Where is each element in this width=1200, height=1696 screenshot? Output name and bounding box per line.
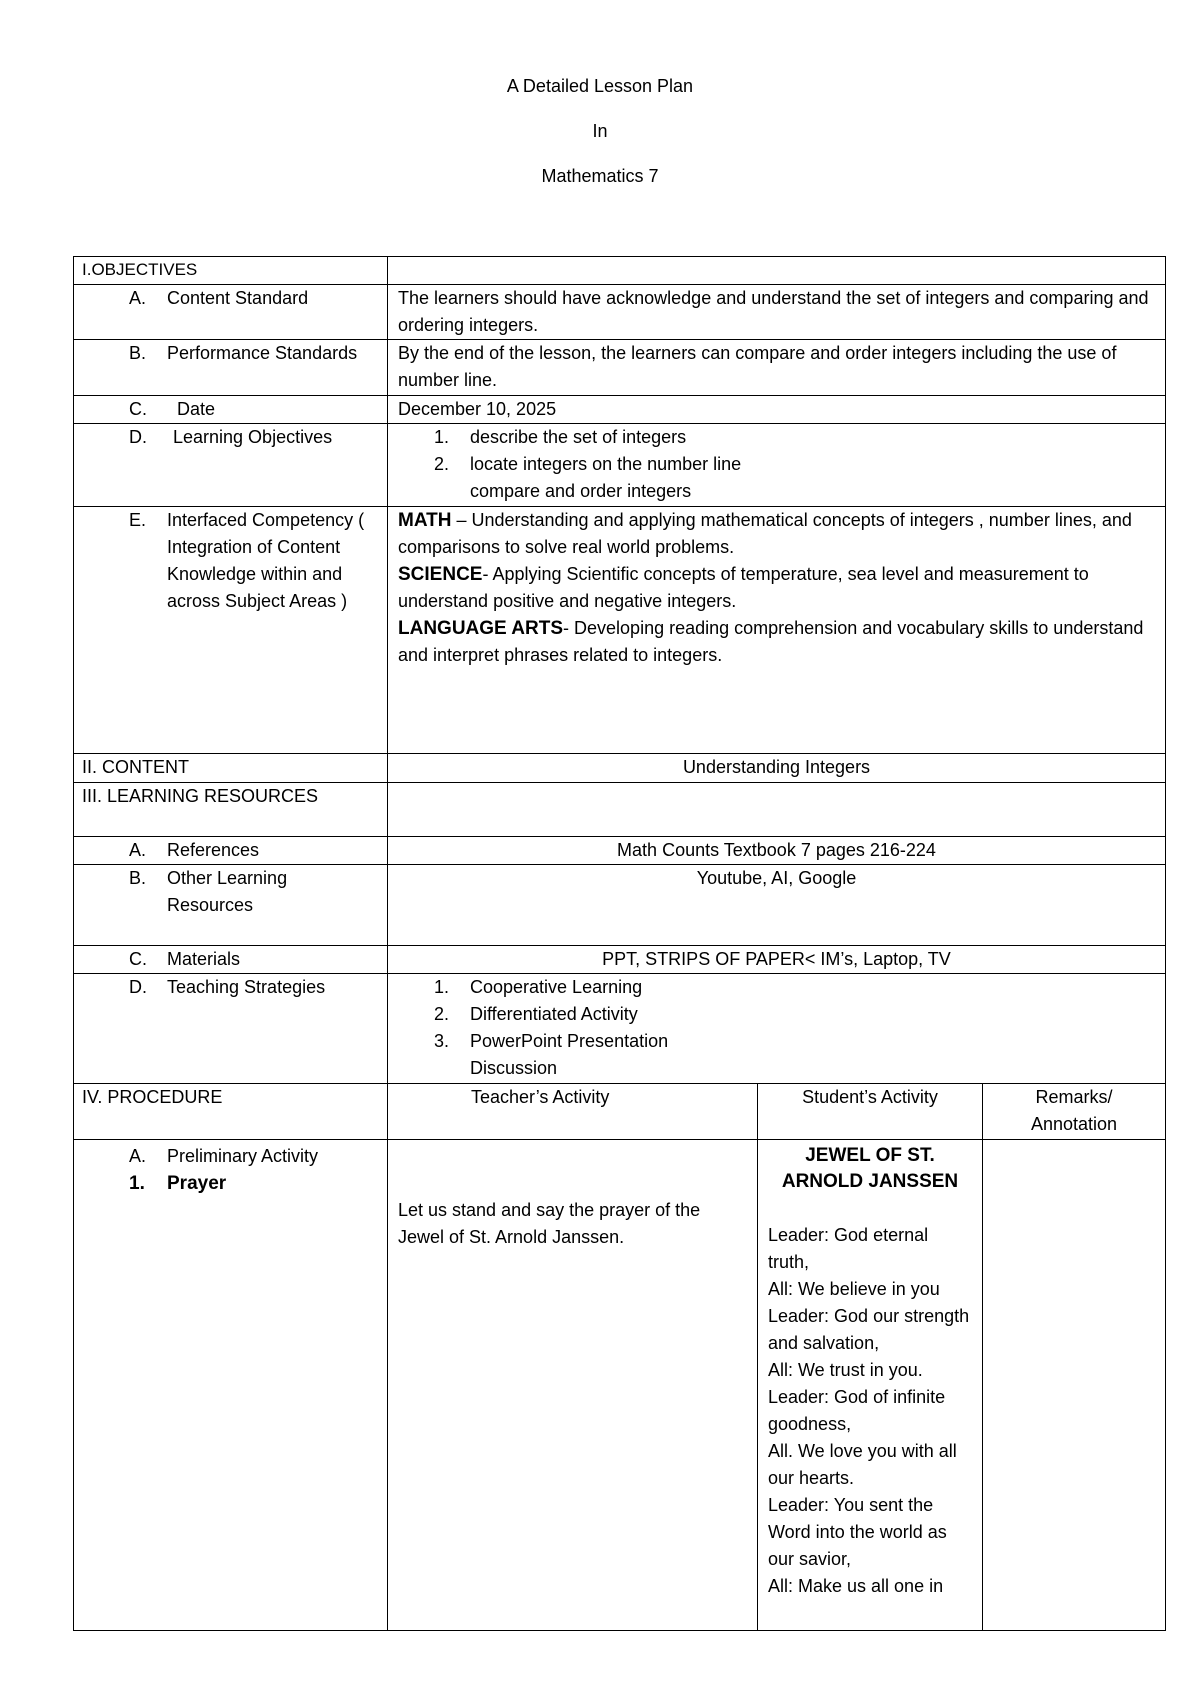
objectives-row [74, 257, 1166, 285]
date-label: Date [177, 399, 216, 419]
prayer-line: Leader: God our strength and salvation, [768, 1306, 970, 1353]
interfaced-competency-text [388, 507, 1166, 754]
content-standard-label: Content Standard [167, 288, 309, 308]
performance-standards-label: Performance Standards [167, 343, 358, 363]
teaching-strategies-list [388, 974, 1166, 1084]
row-number: 1. [129, 1173, 145, 1194]
list-item-continuation: Discussion [470, 1058, 558, 1078]
references-text: Math Counts Textbook 7 pages 216-224 [388, 837, 1166, 865]
performance-standards-row [74, 340, 1166, 396]
row-letter: B. [129, 868, 147, 888]
row-letter: E. [129, 510, 147, 530]
math-tag: MATH [398, 510, 452, 531]
student-activity-header: Student’s Activity [758, 1084, 983, 1140]
title-line-2: In [592, 121, 608, 141]
language-arts-tag: LANGUAGE ARTS [398, 618, 564, 639]
content-standard-text: The learners should have acknowledge and understand the set of integers and comparing and ordering integers. [388, 285, 1166, 340]
other-resources-row [74, 865, 1166, 946]
list-item: 1. Cooperative Learning [434, 977, 643, 997]
materials-label: Materials [167, 949, 241, 969]
preliminary-activity-row [74, 1140, 1166, 1631]
teaching-strategies-label: Teaching Strategies [167, 977, 326, 997]
date-row [74, 396, 1166, 424]
learning-resources-row [74, 783, 1166, 837]
list-item: 3. PowerPoint Presentation [434, 1031, 669, 1051]
procedure-heading: IV. PROCEDURE [74, 1084, 388, 1140]
performance-standards-text: By the end of the lesson, the learners can compare and order integers including the use of number line. [388, 340, 1166, 396]
procedure-header-row [74, 1084, 1166, 1140]
prayer-line: Leader: God of infinite goodness, [768, 1387, 946, 1434]
prayer-line: All: We trust in you. [768, 1360, 923, 1380]
interfaced-competency-row [74, 507, 1166, 754]
row-letter: A. [129, 840, 147, 860]
list-item: 2. Differentiated Activity [434, 1004, 638, 1024]
prayer-line: All: Make us all one in [768, 1576, 944, 1596]
row-letter: C. [129, 949, 147, 969]
student-activity-cell [758, 1140, 983, 1631]
date-text: December 10, 2025 [388, 396, 1166, 424]
remarks-cell [983, 1140, 1166, 1631]
teacher-activity-header: Teacher’s Activity [388, 1084, 758, 1140]
row-letter: B. [129, 343, 147, 363]
other-resources-label: Other Learning Resources [167, 868, 288, 915]
content-standard-row [74, 285, 1166, 340]
math-integration: MATH – Understanding and applying mathematical concepts of integers , number lines, and comparisons to solve real world problems. [398, 510, 1132, 557]
learning-objectives-list [388, 424, 1166, 507]
prayer-label: Prayer [167, 1173, 227, 1194]
list-item: 1. describe the set of integers [434, 427, 687, 447]
row-letter: A. [129, 1146, 147, 1166]
prayer-line: Leader: You sent the Word into the world as our savior, [768, 1495, 947, 1569]
prayer-line: All: We believe in you [768, 1279, 940, 1299]
teacher-activity-text: Let us stand and say the prayer of the Jewel of St. Arnold Janssen. [388, 1140, 758, 1631]
objectives-heading: I.OBJECTIVES [74, 257, 388, 285]
title-line-3: Mathematics 7 [541, 166, 659, 186]
learning-objectives-label: Learning Objectives [173, 427, 333, 447]
other-resources-text: Youtube, AI, Google [388, 865, 1166, 946]
row-letter: D. [129, 977, 147, 997]
references-row [74, 837, 1166, 865]
remarks-header: Remarks/ Annotation [983, 1084, 1166, 1140]
row-letter: D. [129, 427, 147, 447]
materials-row [74, 946, 1166, 974]
title-line-1: A Detailed Lesson Plan [506, 76, 694, 96]
row-letter: A. [129, 288, 147, 308]
materials-text: PPT, STRIPS OF PAPER< IM’s, Laptop, TV [388, 946, 1166, 974]
language-arts-integration: LANGUAGE ARTS- Developing reading comprehension and vocabulary skills to understand and interpret phrases related to integers. [398, 618, 1144, 665]
science-integration: SCIENCE- Applying Scientific concepts of temperature, sea level and measurement to understand positive and negative integers. [398, 564, 1089, 611]
prayer-line: Leader: God eternal truth, [768, 1225, 929, 1272]
interfaced-competency-label: Interfaced Competency ( Integration of Content Knowledge within and across Subject Areas ) [167, 510, 365, 611]
preliminary-activity-label: Preliminary Activity [167, 1146, 319, 1166]
teaching-strategies-row [74, 974, 1166, 1084]
document-title [0, 75, 1200, 210]
learning-objectives-row [74, 424, 1166, 507]
content-text: Understanding Integers [388, 754, 1166, 783]
prayer-line: All. We love you with all our hearts. [768, 1441, 957, 1488]
list-item: 2. locate integers on the number line [434, 454, 742, 474]
list-item-continuation: compare and order integers [470, 481, 692, 501]
row-letter: C. [129, 399, 147, 419]
prayer-title: JEWEL OF ST. ARNOLD JANSSEN [781, 1145, 959, 1192]
learning-resources-heading: III. LEARNING RESOURCES [74, 783, 388, 837]
lesson-plan-table [73, 256, 1166, 1631]
content-heading: II. CONTENT [74, 754, 388, 783]
science-tag: SCIENCE [398, 564, 483, 585]
references-label: References [167, 840, 260, 860]
content-row [74, 754, 1166, 783]
